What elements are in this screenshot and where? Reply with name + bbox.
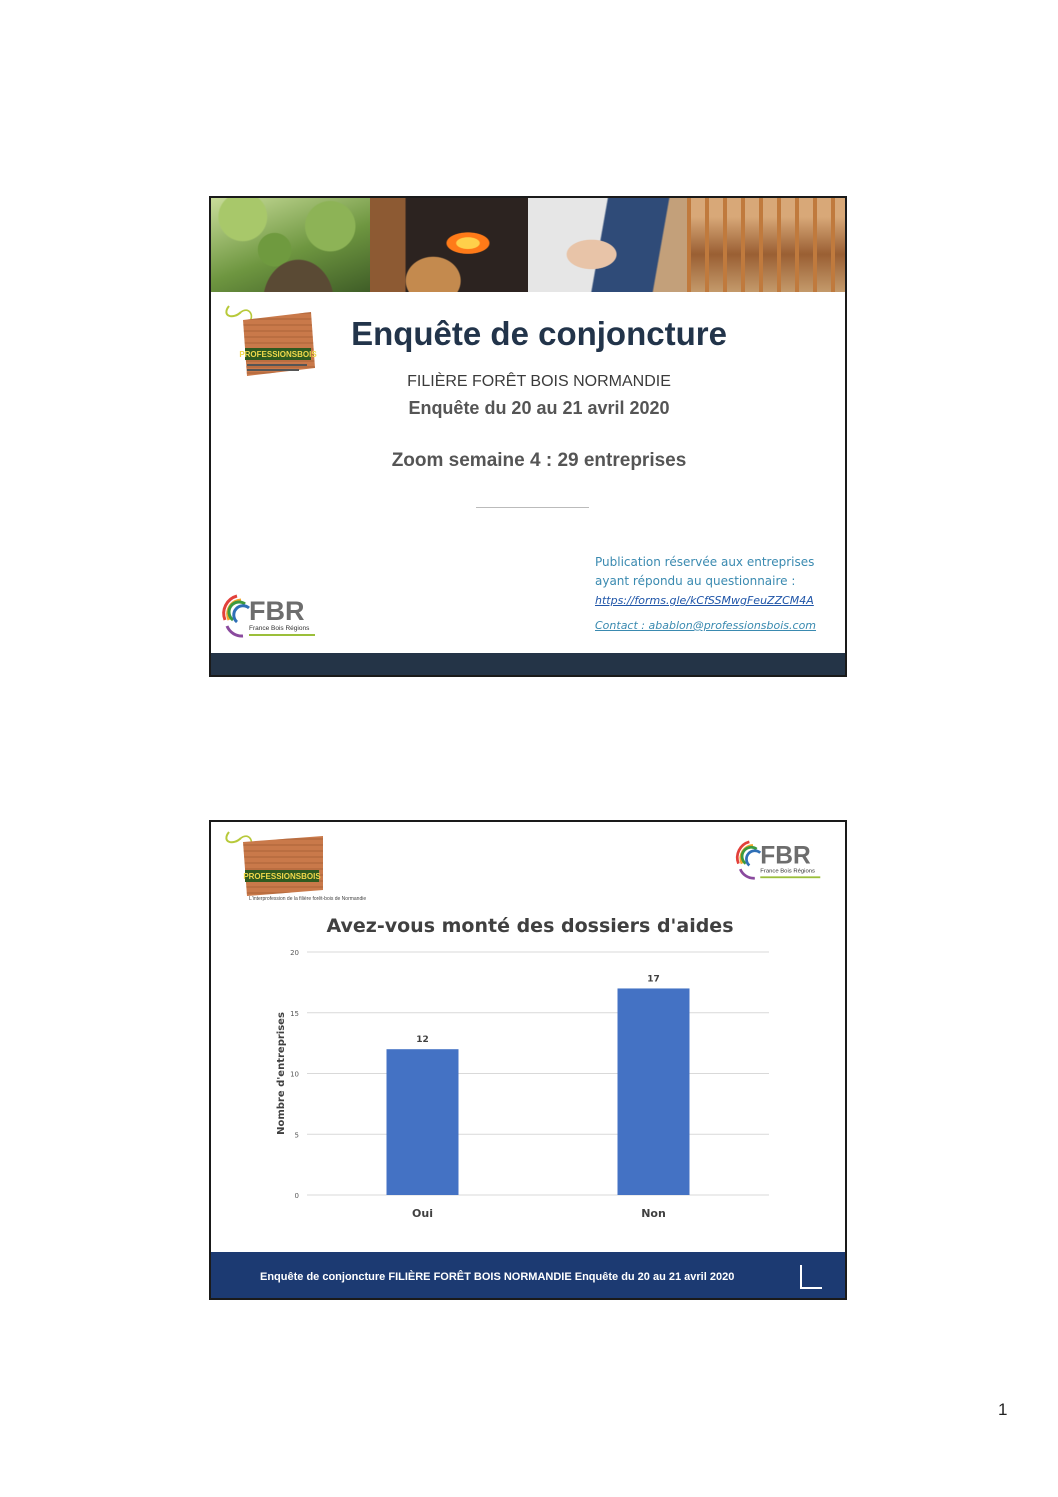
- fbr-logo-caption: France Bois Régions: [249, 625, 310, 632]
- slide-chart: [209, 820, 847, 1300]
- y-tick-label: 0: [294, 1192, 299, 1200]
- survey-dates: Enquête du 20 au 21 avril 2020: [408, 398, 670, 418]
- logo-text: PROFESSIONSBOIS: [243, 872, 321, 881]
- data-label: 17: [647, 974, 660, 985]
- fbr-logo: [733, 834, 833, 886]
- fbr-logo-text: FBR: [249, 596, 305, 626]
- y-tick-label: 15: [290, 1009, 299, 1018]
- zoom-line: Zoom semaine 4 : 29 entreprises: [391, 450, 687, 471]
- carpenter-photo: [528, 198, 687, 292]
- subtitle-filiere: FILIÈRE FORÊT BOIS NORMANDIE: [407, 373, 671, 390]
- data-label: 12: [416, 1035, 429, 1046]
- footer-text: Enquête de conjoncture FILIÈRE FORÊT BOIS NORMANDIE Enquête du 20 au 21 avril 2020: [260, 1271, 735, 1283]
- publication-note: [595, 553, 840, 635]
- form-link[interactable]: https://forms.gle/kCfSSMwgFeuZZCM4A: [595, 594, 814, 607]
- chart-title: Avez-vous monté des dossiers d'aides: [326, 915, 734, 937]
- pellet-fire-photo: [370, 198, 529, 292]
- slide-title: [209, 196, 847, 677]
- logo-caption: L'interprofession de la filière forêt-bois de Normandie: [249, 896, 367, 902]
- bar-oui: [387, 1049, 459, 1195]
- page-number: 1: [998, 1400, 1008, 1419]
- bar-chart: [267, 940, 787, 1230]
- publication-line-1: Publication réservée aux entreprises: [595, 555, 815, 569]
- y-tick-label: 20: [290, 949, 299, 957]
- divider: [476, 507, 589, 508]
- tree-photo: [211, 198, 370, 292]
- x-tick-label: Non: [641, 1207, 666, 1220]
- x-tick-label: Oui: [412, 1207, 433, 1220]
- y-tick-label: 10: [290, 1070, 299, 1079]
- bar-non: [618, 988, 690, 1195]
- fbr-logo-caption: France Bois Régions: [760, 868, 815, 875]
- contact-link[interactable]: Contact : abablon@professionsbois.com: [595, 619, 817, 632]
- slide-footer-bar: [211, 1252, 845, 1298]
- page-title: Enquête de conjoncture: [351, 315, 727, 352]
- timber-frame-photo: [687, 198, 846, 292]
- corner-mark: [800, 1265, 822, 1289]
- slide-footer-bar: [211, 653, 845, 675]
- y-tick-label: 5: [294, 1131, 299, 1140]
- y-axis-label: Nombre d'entreprises: [276, 1012, 287, 1135]
- fbr-logo-text: FBR: [760, 842, 811, 870]
- logo-text: PROFESSIONSBOIS: [239, 350, 317, 359]
- photo-banner: [211, 198, 845, 292]
- publication-line-2: ayant répondu au questionnaire :: [595, 574, 796, 588]
- professions-bois-logo: [219, 824, 367, 919]
- fbr-logo: [219, 590, 329, 642]
